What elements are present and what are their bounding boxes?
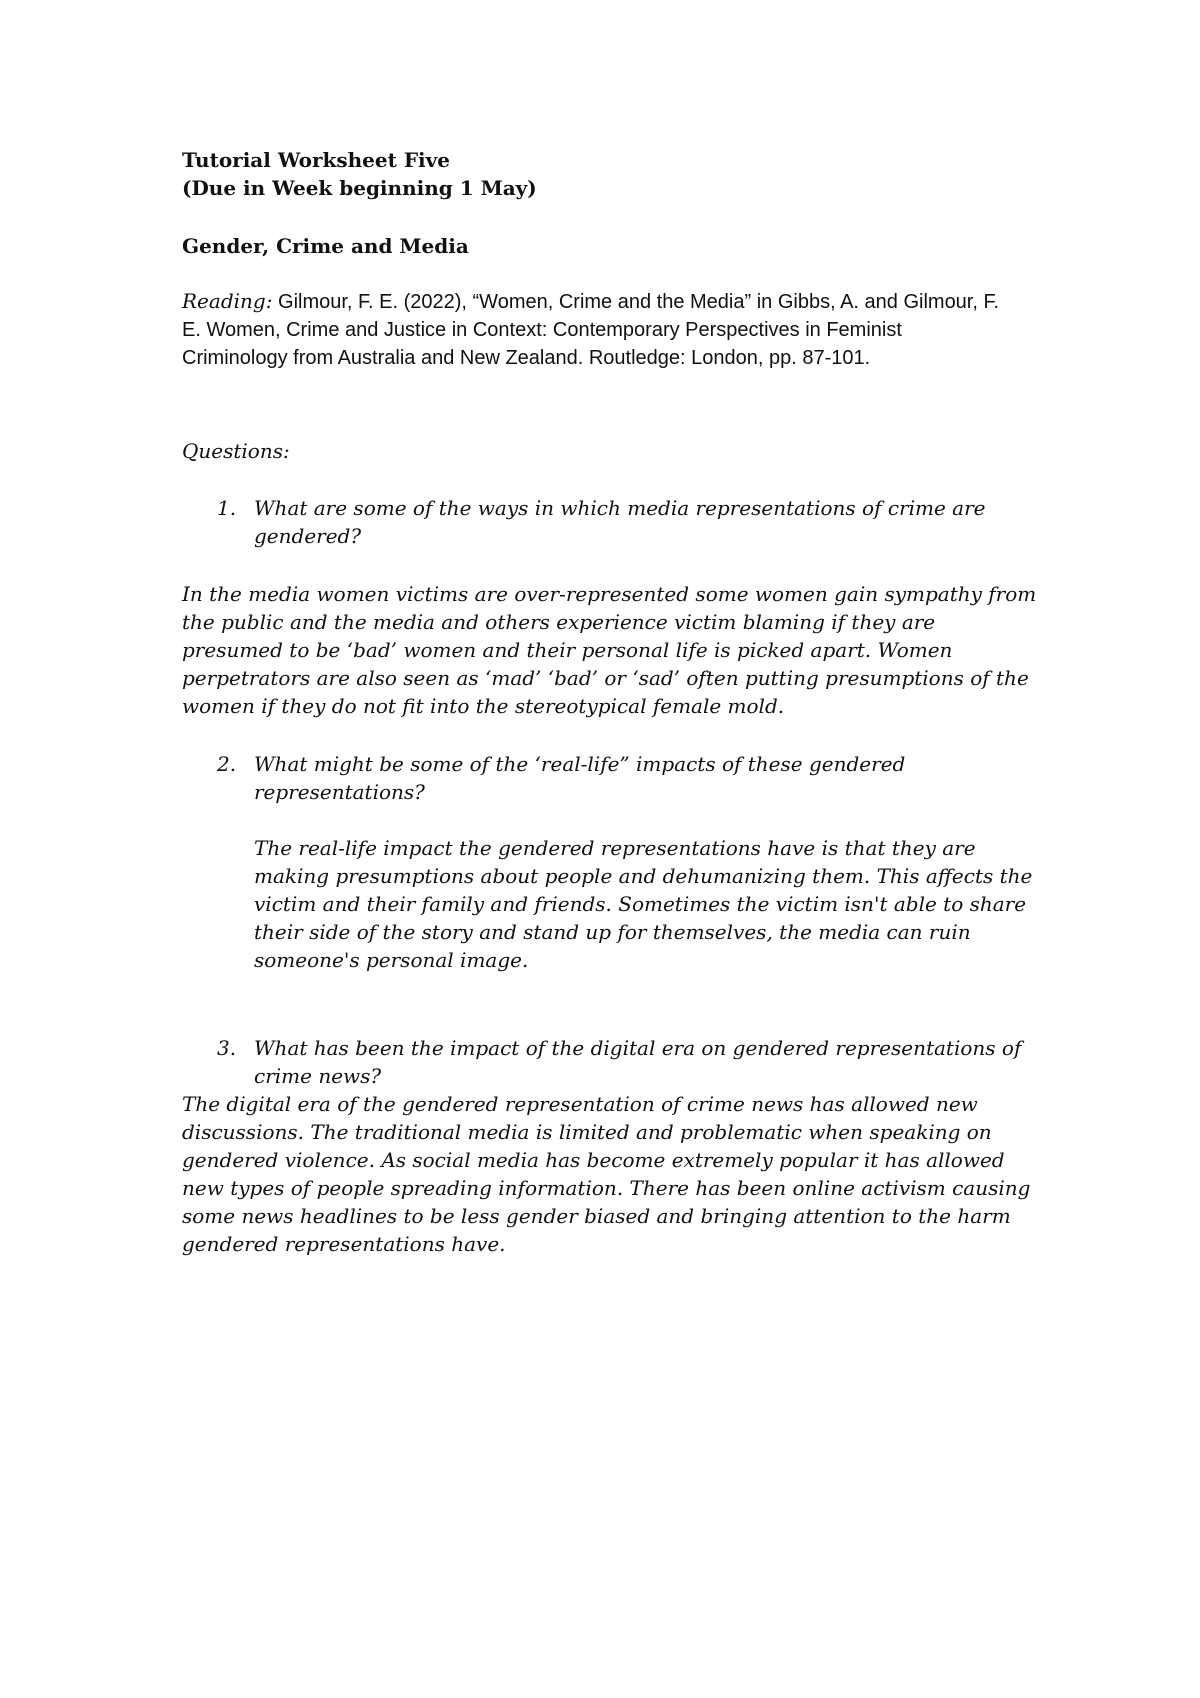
question-text: What might be some of the ‘real-life” impacts of these gendered representations? xyxy=(254,752,906,804)
reading-label: Reading: xyxy=(182,289,273,313)
title-line-1: Tutorial Worksheet Five xyxy=(182,148,450,172)
question-text: What has been the impact of the digital era on gendered representations of crime news? xyxy=(254,1036,1022,1088)
section-heading: Gender, Crime and Media xyxy=(182,234,469,258)
questions-label: Questions: xyxy=(182,439,290,463)
title-line-2: (Due in Week beginning 1 May) xyxy=(182,176,537,200)
question-text: What are some of the ways in which media representations of crime are gendered? xyxy=(254,496,986,548)
question-2 xyxy=(217,750,1027,806)
question-number: 2. xyxy=(217,752,237,776)
worksheet-title xyxy=(182,146,1042,202)
answer-1: In the media women victims are over-represented some women gain sympathy from the public and the media and others experience victim blaming if they are presumed to be ‘bad’ women and their personal life is picked apart. Women perpetrators are also seen as ‘mad’ ‘bad’ or ‘sad’ often putting presumptions of the women if they do not fit into the stereotypical female mold. xyxy=(182,582,1037,718)
reading-citation: Gilmour, F. E. (2022), “Women, Crime and the Media” in Gibbs, A. and Gilmour, F. E. Women, Crime and Justice in Context: Contemporary Perspectives in Feminist Criminology from Australia and New Zealand. Routledge: London, pp. 87-101. xyxy=(182,291,1000,369)
question-1 xyxy=(217,494,1027,550)
answer-3: The digital era of the gendered representation of crime news has allowed new discussions. The traditional media is limited and problematic when speaking on gendered violence. As social media has become extremely popular it has allowed new types of people spreading information. There has been online activism causing some news headlines to be less gender biased and bringing attention to the harm gendered representations have. xyxy=(182,1092,1031,1256)
answer-2: The real-life impact the gendered representations have is that they are making presumptions about people and dehumanizing them. This affects the victim and their family and friends. Sometimes the victim isn't able to share their side of the story and stand up for themselves, the media can ruin someone's personal image. xyxy=(254,836,1033,972)
question-number: 3. xyxy=(217,1036,237,1060)
question-number: 1. xyxy=(217,496,237,520)
reading-reference xyxy=(182,287,1002,372)
question-3 xyxy=(217,1034,1027,1090)
